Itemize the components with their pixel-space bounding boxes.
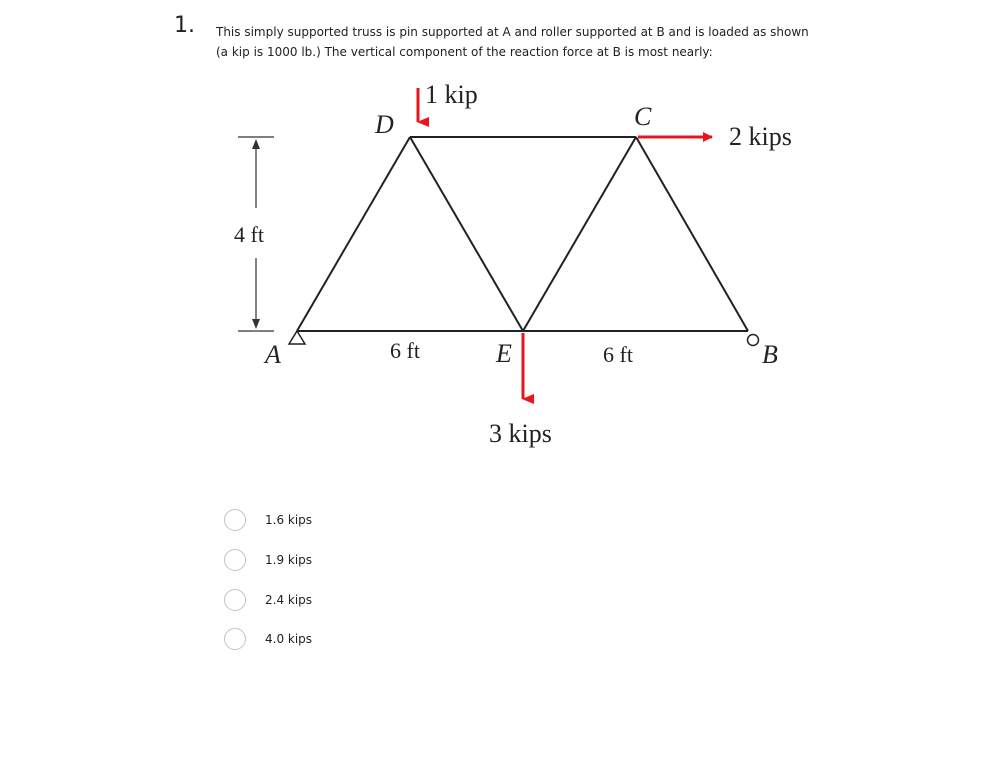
option-2[interactable] (224, 549, 484, 575)
option-1-label[interactable]: 1.6 kips (265, 513, 313, 527)
radio-button-4[interactable] (224, 628, 246, 650)
node-label-A: A (265, 340, 281, 369)
member-EC (523, 137, 636, 331)
option-4-label[interactable]: 4.0 kips (265, 632, 313, 646)
roller-support-icon (748, 335, 759, 346)
member-AD (297, 137, 410, 331)
question-text-line-2: (a kip is 1000 lb.) The vertical component of the reaction force at B is most nearly: (216, 45, 713, 59)
load-label-3-kips: 3 kips (489, 419, 552, 448)
member-DE (410, 137, 523, 331)
dimension-label-span-right: 6 ft (603, 342, 633, 367)
option-1[interactable] (224, 509, 484, 535)
node-label-B: B (762, 340, 778, 369)
radio-button-3[interactable] (224, 589, 246, 611)
pin-support-icon (289, 331, 305, 344)
option-3-label[interactable]: 2.4 kips (265, 593, 313, 607)
radio-button-1[interactable] (224, 509, 246, 531)
radio-button-2[interactable] (224, 549, 246, 571)
member-CB (636, 137, 748, 331)
node-label-C: C (634, 102, 652, 131)
dimension-label-height: 4 ft (234, 222, 264, 247)
node-label-D: D (375, 110, 394, 139)
option-4[interactable] (224, 628, 484, 654)
question-text-line-1: This simply supported truss is pin supported at A and roller supported at B and is loaded as shown (216, 25, 809, 39)
option-3[interactable] (224, 589, 484, 615)
truss-members (297, 137, 748, 331)
load-label-1-kip: 1 kip (425, 80, 478, 109)
option-2-label[interactable]: 1.9 kips (265, 553, 313, 567)
question-number: 1. (174, 13, 195, 38)
load-label-2-kips: 2 kips (729, 122, 792, 151)
dimension-label-span-left: 6 ft (390, 338, 420, 363)
node-label-E: E (496, 339, 512, 368)
